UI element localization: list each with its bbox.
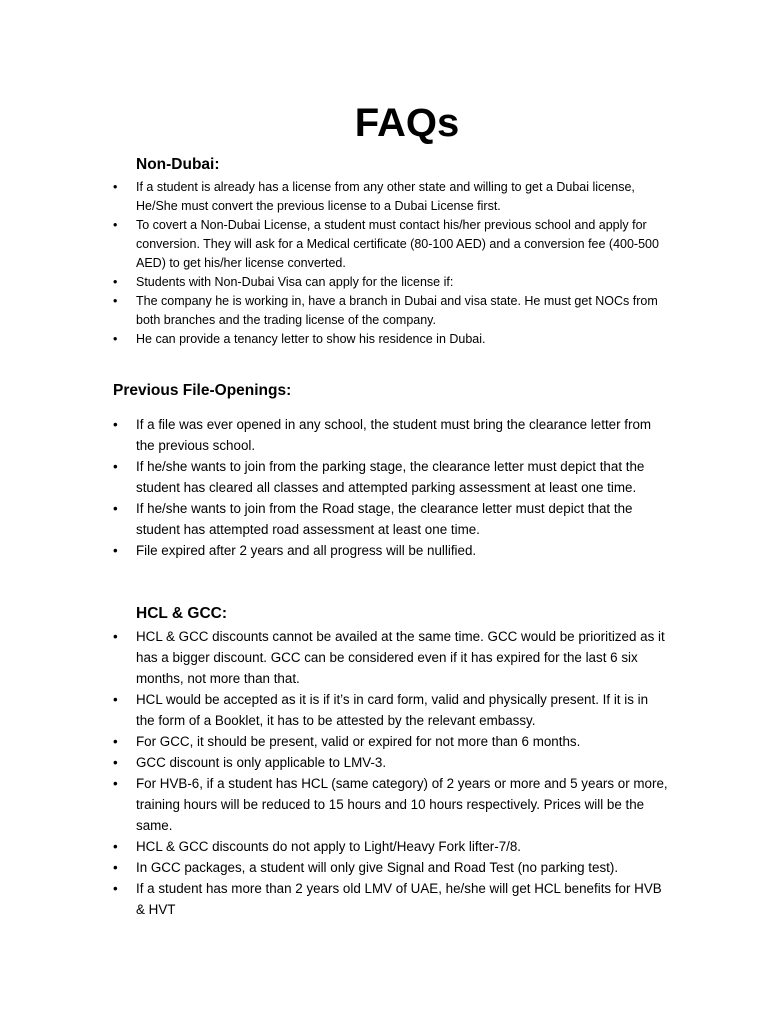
list-item: • File expired after 2 years and all progress will be nullified.: [112, 540, 651, 561]
list-item: • If a file was ever opened in any school, the student must bring the clearance letter from the previous school.: [112, 414, 651, 456]
list-item: • For HVB-6, if a student has HCL (same category) of 2 years or more and 5 years or more, training hours will be reduced to 15 hours and 10 hours respectively. Prices will be the same.: [112, 773, 668, 836]
section-heading-previous-file-openings: Previous File-Openings:: [113, 382, 292, 399]
list-item: • In GCC packages, a student will only give Signal and Road Test (no parking test).: [112, 857, 668, 878]
list-item: • HCL would be accepted as it is if it’s in card form, valid and physically present. If it is in the form of a Booklet, it has to be attested by the relevant embassy.: [112, 689, 668, 731]
list-item: • The company he is working in, have a branch in Dubai and visa state. He must get NOCs from both branches and the trading license of the company.: [112, 292, 659, 330]
non-dubai-list: [112, 178, 659, 349]
list-item: • If he/she wants to join from the Road stage, the clearance letter must depict that the student has attempted road assessment at least one time.: [112, 498, 651, 540]
list-item: • For GCC, it should be present, valid or expired for not more than 6 months.: [112, 731, 668, 752]
list-item: • HCL & GCC discounts do not apply to Light/Heavy Fork lifter-7/8.: [112, 836, 668, 857]
section-heading-non-dubai: Non-Dubai:: [136, 156, 220, 173]
list-item: • If a student is already has a license from any other state and willing to get a Dubai license, He/She must convert the previous license to a Dubai License first.: [112, 178, 659, 216]
section-heading-hcl-gcc: HCL & GCC:: [136, 605, 227, 622]
list-item: • If he/she wants to join from the parking stage, the clearance letter must depict that the student has cleared all classes and attempted parking assessment at least one time.: [112, 456, 651, 498]
list-item: • GCC discount is only applicable to LMV-3.: [112, 752, 668, 773]
hcl-gcc-list: [112, 626, 668, 920]
list-item: • Students with Non-Dubai Visa can apply for the license if:: [112, 273, 659, 292]
list-item: • To covert a Non-Dubai License, a student must contact his/her previous school and apply for conversion. They will ask for a Medical certificate (80-100 AED) and a conversion fee (400-500 AED) to get his/her license converted.: [112, 216, 659, 273]
previous-file-openings-list: [112, 414, 651, 561]
list-item: • He can provide a tenancy letter to show his residence in Dubai.: [112, 330, 659, 349]
page-title: FAQs: [354, 101, 460, 145]
list-item: • If a student has more than 2 years old LMV of UAE, he/she will get HCL benefits for HVB & HVT: [112, 878, 668, 920]
list-item: • HCL & GCC discounts cannot be availed at the same time. GCC would be prioritized as it has a bigger discount. GCC can be considered even if it has expired for the last 6 six months, not more than that.: [112, 626, 668, 689]
